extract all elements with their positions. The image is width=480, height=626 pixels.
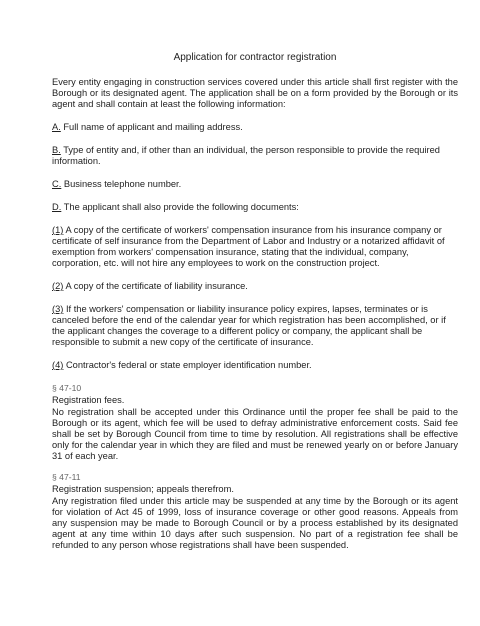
- document-1-text: A copy of the certificate of workers' compensation insurance from his insurance company or certificate of self insurance from the Department of Labor and Industry or a notarized affidavit of exemption from workers' compensation insurance, stating that the individual, company, corporation, etc. will not hire any employees to work on the construction project.: [52, 225, 445, 268]
- item-a: [52, 122, 458, 133]
- section-47-11: [52, 472, 458, 551]
- section-47-10: [52, 383, 458, 462]
- document-4: [52, 360, 458, 371]
- item-c-label: C.: [52, 179, 62, 189]
- document-3: [52, 304, 458, 348]
- document-1-label: (1): [52, 225, 64, 235]
- item-c-text: Business telephone number.: [61, 179, 182, 189]
- item-c: [52, 179, 458, 190]
- document-2-label: (2): [52, 281, 64, 291]
- document-2-text: A copy of the certificate of liability insurance.: [63, 281, 248, 291]
- section-number: § 47-10: [52, 383, 82, 393]
- section-body: No registration shall be accepted under this Ordinance until the proper fee shall be paid to the Borough or its agent, which fee will be used to defray administrative enforcement costs. Said fee shall be set by Borough Council from time to time by resolution. All registrations shall be effective only for the calendar year in which they are filed and must be renewed yearly on or before January 31 of each year.: [52, 407, 458, 461]
- section-title: Registration suspension; appeals therefrom.: [52, 484, 234, 494]
- item-b: [52, 145, 458, 167]
- page-title: Application for contractor registration: [173, 52, 337, 63]
- section-body: Any registration filed under this article may be suspended at any time by the Borough or its agent for violation of Act 45 of 1999, loss of insurance coverage or other good reasons. Appeals from any suspension may be made to Borough Council or by a process established by its designated agent at any time within 10 days after such suspension. No part of a registration fee shall be refunded to any person whose registrations shall have been suspended.: [52, 496, 458, 550]
- document-1: [52, 225, 458, 269]
- item-b-label: B.: [52, 145, 61, 155]
- document-2: [52, 281, 458, 292]
- item-d-label: D.: [52, 202, 62, 212]
- item-d: [52, 202, 458, 213]
- document-4-text: Contractor's federal or state employer identification number.: [63, 360, 312, 370]
- section-title: Registration fees.: [52, 395, 125, 405]
- item-b-text: Type of entity and, if other than an individual, the person responsible to provide the required information.: [52, 145, 440, 166]
- document-3-text: If the workers' compensation or liability insurance policy expires, lapses, terminates or is canceled before the end of the calendar year for which registration has been accomplished, or if the applicant changes the coverage to a different policy or company, the applicant shall be responsible to submit a new copy of the certificate of insurance.: [52, 304, 446, 347]
- document-3-label: (3): [52, 304, 64, 314]
- section-number: § 47-11: [52, 472, 81, 482]
- item-a-text: Full name of applicant and mailing address.: [60, 122, 243, 132]
- item-a-label: A.: [52, 122, 61, 132]
- document-4-label: (4): [52, 360, 64, 370]
- intro-paragraph: Every entity engaging in construction services covered under this article shall first register with the Borough or its designated agent. The application shall be on a form provided by the Borough or its agent and shall contain at least the following information:: [52, 77, 458, 109]
- item-d-text: The applicant shall also provide the following documents:: [61, 202, 299, 212]
